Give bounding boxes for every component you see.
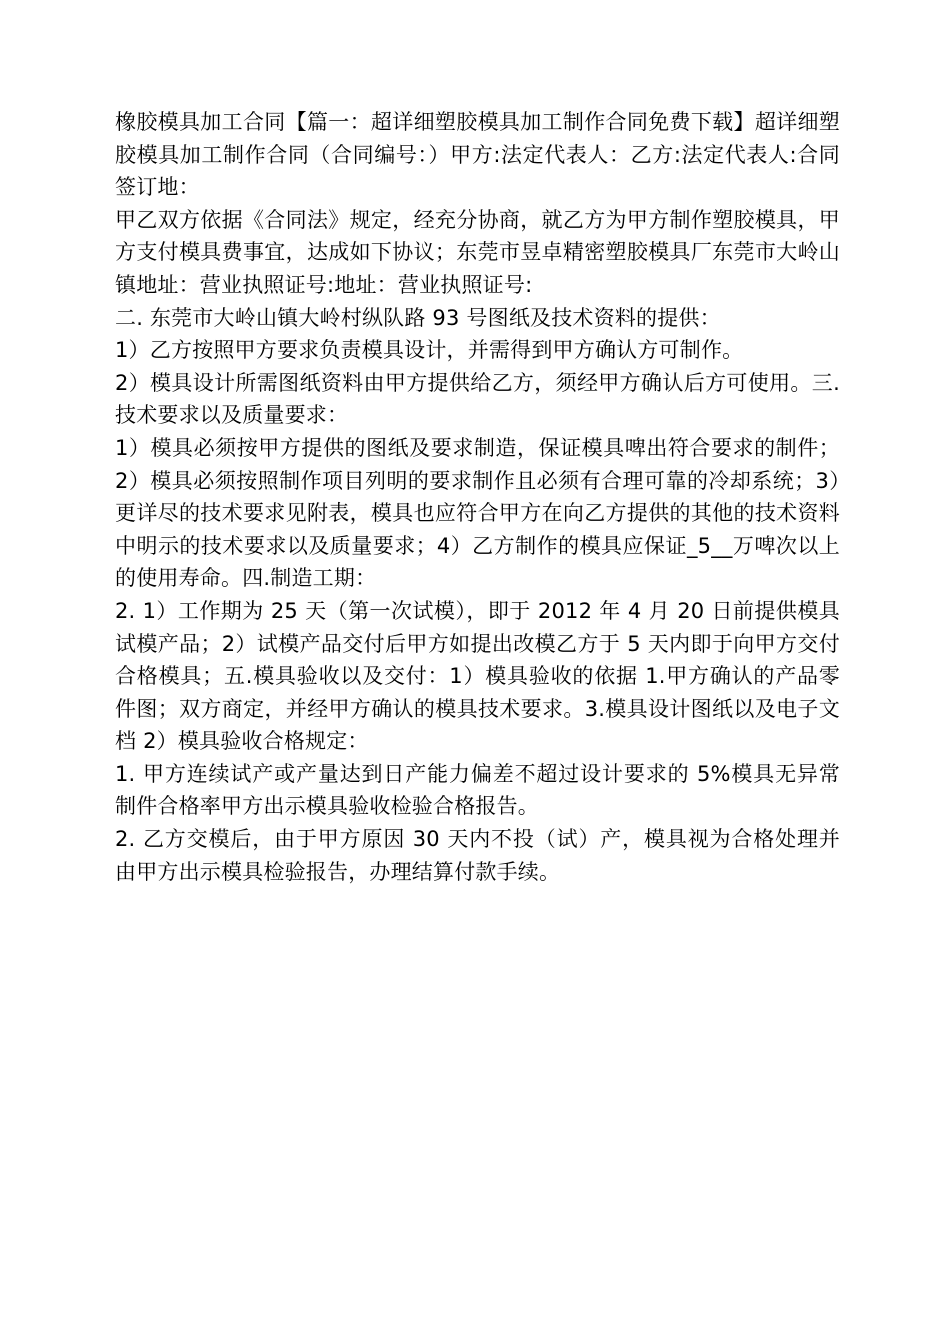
paragraph-section-2-heading: 二. 东莞市大岭山镇大岭村纵队路 93 号图纸及技术资料的提供： (115, 305, 721, 330)
paragraph-acceptance-2: 2. 乙方交模后，由于甲方原因 30 天内不投（试）产，模具视为合格处理并由甲方出示模具检验报告，办理结算付款手续。 (115, 827, 840, 884)
document-body (115, 106, 840, 888)
paragraph-title: 橡胶模具加工合同【篇一：超详细塑胶模具加工制作合同免费下载】超详细塑胶模具加工制作合同（合同编号：）甲方:法定代表人：乙方:法定代表人:合同签订地： (115, 110, 840, 200)
paragraph-item-design: 1）乙方按照甲方要求负责模具设计，并需得到甲方确认方可制作。 (115, 338, 744, 363)
paragraph-item-drawings: 2）模具设计所需图纸资料由甲方提供给乙方，须经甲方确认后方可使用。三.技术要求以及质量要求： (115, 370, 840, 428)
paragraph-acceptance-1: 1. 甲方连续试产或产量达到日产能力偏差不超过设计要求的 5%模具无异常制件合格率甲方出示模具验收检验合格报告。 (115, 761, 840, 819)
paragraph-technical-requirements: 1）模具必须按甲方提供的图纸及要求制造，保证模具啤出符合要求的制件；2）模具必须按照制作项目列明的要求制作且必须有合理可靠的冷却系统；3）更详尽的技术要求见附表，模具也应符合甲方在向乙方提供的其他的技术资料中明示的技术要求以及质量要求；4）乙方制作的模具应保证_5__万啤次以上的使用寿命。四.制造工期： (115, 435, 840, 591)
paragraph-schedule-acceptance: 2. 1）工作期为 25 天（第一次试模），即于 2012 年 4 月 20 日前提供模具试模产品；2）试模产品交付后甲方如提出改模乙方于 5 天内即于向甲方交付合格模具；五.模具验收以及交付：1）模具验收的依据 1.甲方确认的产品零件图；双方商定，并经甲方确认的模具技术要求。3.模具设计图纸以及电子文档 2）模具验收合格规定： (115, 598, 840, 754)
paragraph-agreement: 甲乙双方依据《合同法》规定，经充分协商，就乙方为甲方制作塑胶模具，甲方支付模具费事宜，达成如下协议；东莞市昱卓精密塑胶模具厂东莞市大岭山镇地址：营业执照证号:地址：营业执照证号: (115, 207, 840, 297)
